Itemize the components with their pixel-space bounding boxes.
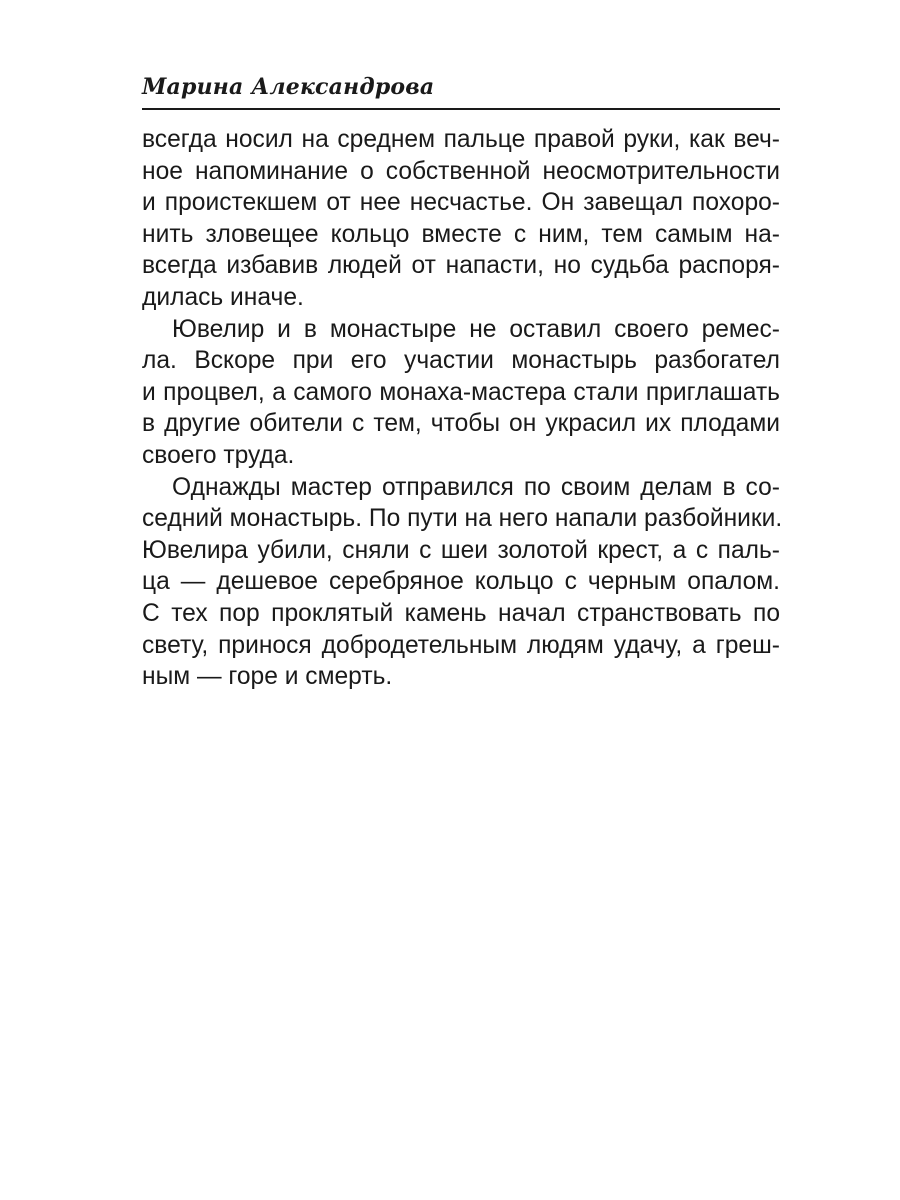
text-line: седний монастырь. По пути на него напали разбойники. (142, 505, 783, 533)
text-line: всегда носил на среднем пальце правой руки, как веч- (142, 126, 780, 153)
text-line: ным — горе и смерть. (142, 663, 393, 691)
text-line: ца — дешевое серебряное кольцо с черным опалом. (142, 568, 780, 596)
text-line: дилась иначе. (142, 283, 304, 311)
paragraph-3 (142, 472, 783, 693)
text-line: свету, принося добродетельным людям удачу, а греш- (142, 631, 780, 659)
text-line: нить зловещее кольцо вместе с ним, тем самым на- (142, 220, 780, 248)
text-line: Однажды мастер отправился по своим делам в со- (172, 473, 780, 501)
running-head-author: Марина Александрова (142, 74, 435, 100)
paragraph-2 (142, 314, 780, 472)
header-rule (142, 108, 780, 110)
text-line: ное напоминание о собственной неосмотрительности (142, 157, 780, 185)
text-line: и проистекшем от нее несчастье. Он завещал похоро- (142, 189, 780, 217)
text-line: С тех пор проклятый камень начал странствовать по (142, 599, 780, 627)
text-line: ла. Вскоре при его участии монастырь разбогател (142, 347, 780, 375)
text-line: Ювелира убили, сняли с шеи золотой крест, а с паль- (142, 536, 780, 564)
body-text (142, 124, 783, 693)
paragraph-1 (142, 124, 780, 314)
text-line: своего труда. (142, 441, 295, 469)
text-line: Ювелир и в монастыре не оставил своего ремес- (172, 315, 780, 343)
text-line: в другие обители с тем, чтобы он украсил их плодами (142, 410, 780, 438)
text-line: и процвел, а самого монаха-мастера стали приглашать (142, 378, 780, 406)
text-line: всегда избавив людей от напасти, но судьба распоря- (142, 252, 780, 280)
